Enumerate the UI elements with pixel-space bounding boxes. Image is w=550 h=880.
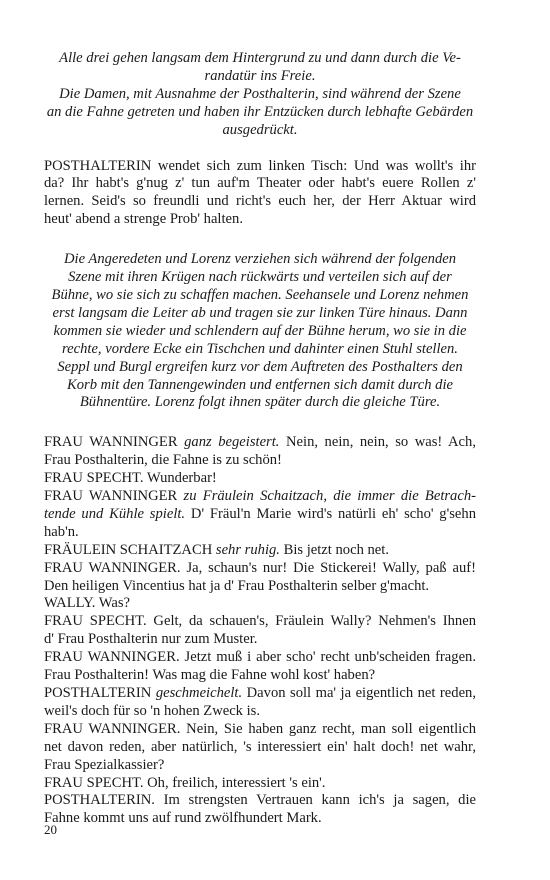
stage-direction-inline: zu Fräulein Schaitzach, die immer die Betrach- [183, 488, 476, 505]
speech-text: D' Fräul'n Marie wird's natürli eh' scho' g'sehn [190, 505, 476, 522]
stage-direction-line: Korb mit den Tannengewinden und entfernen sich damit durch die [66, 376, 454, 393]
speaker-name: FRAU SPECHT. [44, 470, 144, 487]
dialogue-line [44, 506, 476, 524]
speech-text: Wunderbar! [146, 470, 217, 487]
speaker-name: POSTHALTERIN [44, 685, 152, 701]
stage-direction-line: randatür ins Freie. [204, 67, 316, 84]
speech-text: Davon soll ma' ja eigentlich net reden, [246, 685, 476, 701]
stage-direction-inline: sehr ruhig. [215, 541, 280, 558]
speech-text: Ja, schaun's nur! Die Stickerei! Wally, paß auf! [186, 559, 476, 576]
posthalterin-speech [44, 158, 476, 230]
speech-text: Im strengsten Vertrauen kann ich's ja sagen, die [163, 792, 476, 809]
dialogue-line: Den heiligen Vincentius hat ja d' Frau Posthalterin selber g'macht. [44, 577, 430, 594]
speech-text: Nein, Sie haben ganz recht, man soll eigentlich [186, 720, 476, 737]
page-number: 20 [44, 822, 57, 837]
stage-direction-line: Bühnentüre. Lorenz folgt ihnen später durch die gleiche Türe. [79, 394, 441, 411]
speech-text: Oh, freilich, interessiert 's ein'. [147, 774, 326, 791]
stage-direction-line: ausgedrückt. [222, 121, 298, 138]
dialogue-line: Frau Posthalterin! Was mag die Fahne wohl kost' haben? [44, 667, 376, 684]
stage-direction-middle [44, 251, 476, 412]
speech-line: POSTHALTERIN wendet sich zum linken Tisch: Und was wollt's ihr [44, 157, 476, 174]
speaker-name: FRAU SPECHT. [44, 774, 144, 791]
speaker-name: FRÄULEIN SCHAITZACH [44, 541, 213, 558]
dialogue-line [44, 488, 476, 506]
dialogue-line: Frau Spezialkassier? [44, 756, 165, 773]
stage-direction-line: Seppl und Burgl ergreifen kurz vor dem Auftreten des Posthalters den [57, 358, 463, 375]
stage-direction-line: Bühne, wo sie sich zu schaffen machen. Seehansele und Lorenz nehmen [51, 286, 469, 303]
speech-text: Gelt, da schauen's, Fräulein Wally? Nehmen's Ihnen [153, 613, 476, 630]
dialogue-line [44, 434, 476, 452]
stage-direction-line: an die Fahne getreten und haben ihr Entzücken durch lebhafte Gebärden [46, 103, 474, 120]
speaker-name: FRAU WANNINGER. [44, 649, 180, 666]
dialogue-line: weil's doch für so 'n hohen Zweck is. [44, 702, 261, 719]
speaker-name: FRAU SPECHT. [44, 613, 147, 630]
dialogue-line: net davon reden, aber natürlich, 's interessiert ein' halt doch! net wahr, [44, 738, 476, 755]
dialogue-line [44, 775, 476, 793]
speech-line: heut' abend a strenge Prob' halten. [44, 211, 243, 228]
dialogue-line: hab'n. [44, 523, 79, 540]
speaker-name: WALLY. [44, 595, 96, 612]
stage-direction-line: Szene mit ihren Krügen nach rückwärts und verteilen sich auf der [68, 269, 452, 286]
speech-text: Nein, nein, nein, so was! Ach, [286, 434, 476, 451]
dialogue-line [44, 595, 476, 613]
stage-direction-line: Die Angeredeten und Lorenz verziehen sich während der folgenden [63, 251, 457, 268]
dialogue-line: Fahne kommt uns auf rund zwölfhundert Mark. [44, 810, 322, 827]
stage-direction-line: rechte, vordere Ecke ein Tischchen und dahinter einen Stuhl stellen. [62, 340, 458, 357]
dialogue-section [44, 434, 476, 828]
dialogue-line [44, 649, 476, 667]
dialogue-line [44, 560, 476, 578]
speech-line: da? Ihr habt's g'nug z' tun auf'm Theater oder habt's euere Rollen z' [44, 175, 476, 192]
stage-direction-line: Die Damen, mit Ausnahme der Posthalterin, sind während der Szene [59, 85, 461, 102]
stage-direction-inline: tende und Kühle spielt. [44, 505, 186, 522]
speaker-name: FRAU WANNINGER [44, 488, 178, 505]
dialogue-line: d' Frau Posthalterin nur zum Muster. [44, 631, 258, 648]
dialogue-line [44, 470, 476, 488]
stage-direction-inline: ganz begeistert. [184, 434, 280, 451]
speech-text: Was? [98, 595, 131, 612]
speaker-name: POSTHALTERIN. [44, 792, 155, 809]
speaker-name: FRAU WANNINGER. [44, 559, 181, 576]
stage-direction-intro [44, 50, 476, 140]
speaker-name: FRAU WANNINGER [44, 434, 178, 451]
stage-direction-line: erst langsam die Leiter ab und tragen sie zur linken Türe hinaus. Dann [52, 304, 468, 321]
stage-direction-inline: geschmeichelt. [155, 685, 243, 701]
speech-line: lernen. Seid's so freundli und richt's euch her, der Herr Aktuar wird [44, 193, 476, 210]
speech-text: Jetzt muß i aber scho' recht unb'scheiden fragen. [184, 649, 476, 666]
dialogue-line: Frau Posthalterin, die Fahne is zu schön! [44, 452, 282, 469]
speech-text: Bis jetzt noch net. [283, 541, 389, 558]
book-page [44, 50, 476, 828]
dialogue-line [44, 542, 476, 560]
dialogue-line [44, 613, 476, 631]
stage-direction-line: kommen sie wieder und schlendern auf der Bühne herum, wo sie in die [53, 322, 467, 339]
dialogue-line [44, 792, 476, 810]
dialogue-line [44, 685, 476, 703]
stage-direction-line: Alle drei gehen langsam dem Hintergrund zu und dann durch die Ve- [59, 50, 461, 66]
dialogue-line [44, 721, 476, 739]
speaker-name: FRAU WANNINGER. [44, 720, 181, 737]
